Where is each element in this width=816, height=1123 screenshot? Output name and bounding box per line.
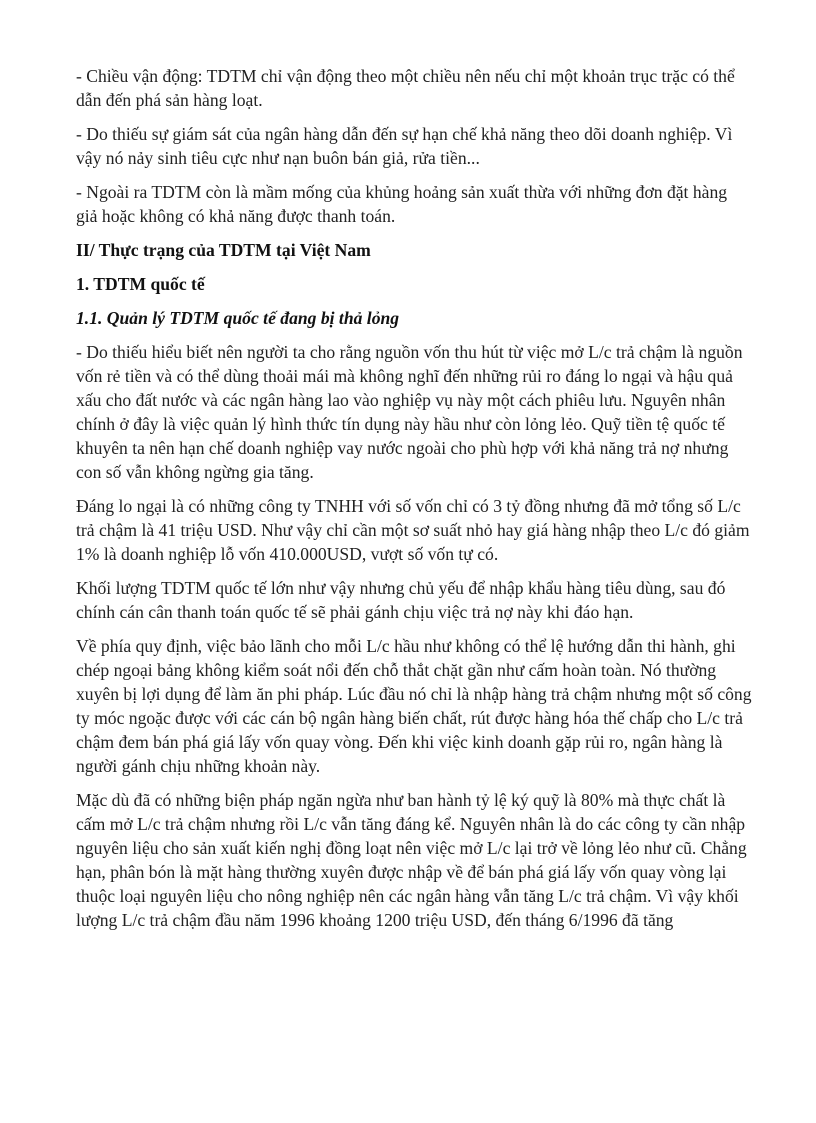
section-heading: II/ Thực trạng của TDTM tại Việt Nam [76, 240, 371, 260]
document-page [76, 64, 752, 942]
subsection-heading: 1. TDTM quốc tế [76, 274, 205, 294]
subsubsection-heading: 1.1. Quản lý TDTM quốc tế đang bị thả lỏng [76, 308, 400, 328]
paragraph-regulations: Về phía quy định, việc bảo lãnh cho mỗi L/c hầu như không có thể lệ hướng dẫn thi hành, ghi chép ngoại bảng không kiểm soát nổi đến chỗ thắt chặt gần như cấm hoàn toàn. Nó thường xuyên bị lợi dụng để làm ăn phi pháp. Lúc đầu nó chỉ là nhập hàng trả chậm nhưng một số công ty móc ngoặc được với các cán bộ ngân hàng biến chất, rút được hàng hóa thế chấp cho L/c trả chậm đem bán phá giá lấy vốn quay vòng. Đến khi việc kinh doanh gặp rủi ro, ngân hàng là người gánh chịu những khoản này. [76, 636, 752, 776]
paragraph-cheap-capital: - Do thiếu hiểu biết nên người ta cho rằng nguồn vốn thu hút từ việc mở L/c trả chậm là nguồn vốn rẻ tiền và có thể dùng thoải mái mà không nghĩ đến những rủi ro đáng lo ngại và hậu quả xấu cho đất nước và các ngân hàng lao vào nghiệp vụ này một cách phiêu lưu. Nguyên nhân chính ở đây là việc quản lý hình thức tín dụng này hầu như còn lỏng lẻo. Quỹ tiền tệ quốc tế khuyên ta nên hạn chế doanh nghiệp vay nước ngoài cho phù hợp với khả năng trả nợ nhưng con số vẫn không ngừng gia tăng. [76, 342, 743, 482]
paragraph-consumer-imports: Khối lượng TDTM quốc tế lớn như vậy nhưng chủ yếu để nhập khẩu hàng tiêu dùng, sau đó chính cán cân thanh toán quốc tế sẽ phải gánh chịu việc trả nợ này khi đáo hạn. [76, 578, 726, 622]
paragraph-direction: - Chiều vận động: TDTM chỉ vận động theo một chiều nên nếu chỉ một khoản trục trặc có thể dẫn đến phá sản hàng loạt. [76, 66, 735, 110]
paragraph-tnhh-example: Đáng lo ngại là có những công ty TNHH với số vốn chỉ có 3 tỷ đồng nhưng đã mở tổng số L/c trả chậm là 41 triệu USD. Như vậy chỉ cần một sơ suất nhỏ hay giá hàng nhập theo L/c đó giảm 1% là doanh nghiệp lỗ vốn 410.000USD, vượt số vốn tự có. [76, 496, 750, 564]
paragraph-bank-supervision: - Do thiếu sự giám sát của ngân hàng dẫn đến sự hạn chế khả năng theo dõi doanh nghiệp. Vì vậy nó nảy sinh tiêu cực như nạn buôn bán giả, rửa tiền... [76, 124, 733, 168]
paragraph-prevention-measures: Mặc dù đã có những biện pháp ngăn ngừa như ban hành tỷ lệ ký quỹ là 80% mà thực chất là cấm mở L/c trả chậm nhưng rồi L/c vẫn tăng đáng kể. Nguyên nhân là do các công ty cần nhập nguyên liệu cho sản xuất kiến nghị đồng loạt nên việc mở L/c lại trở về lỏng lẻo như cũ. Chẳng hạn, phân bón là mặt hàng thường xuyên được nhập về để bán phá giá lấy vốn quay vòng lại thuộc loại nguyên liệu cho nông nghiệp nên các ngân hàng vẫn tăng L/c trả chậm. Vì vậy khối lượng L/c trả chậm đầu năm 1996 khoảng 1200 triệu USD, đến tháng 6/1996 đã tăng [76, 790, 747, 930]
paragraph-overproduction: - Ngoài ra TDTM còn là mầm mống của khủng hoảng sản xuất thừa với những đơn đặt hàng giả hoặc không có khả năng được thanh toán. [76, 182, 728, 226]
